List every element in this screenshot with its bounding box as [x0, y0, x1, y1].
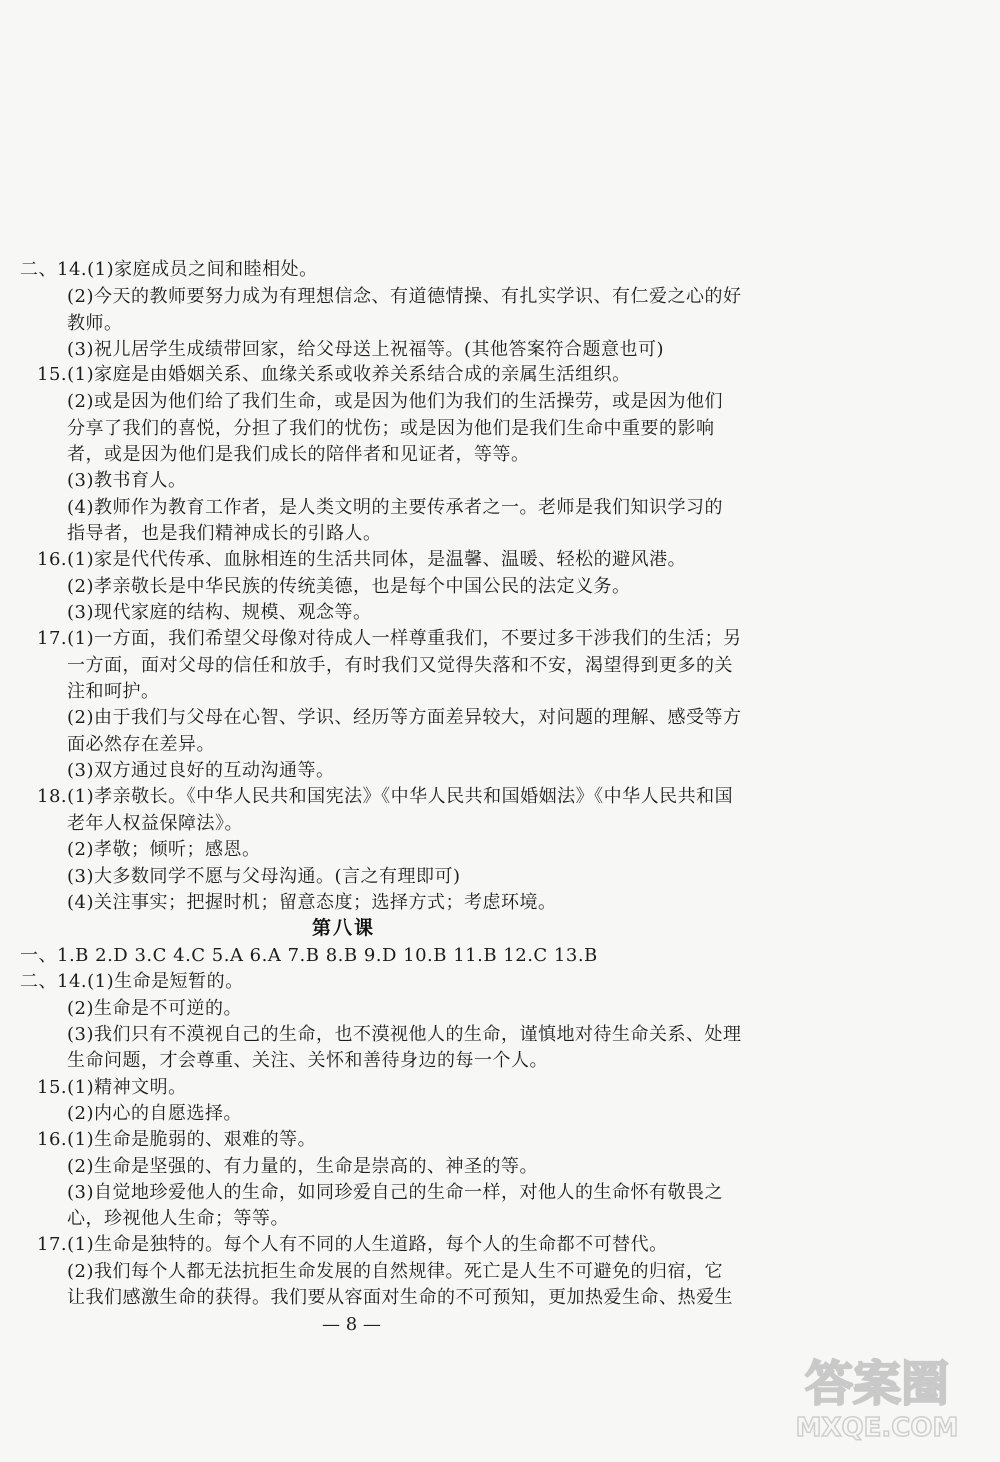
answer-line: 二、14.(1)家庭成员之间和睦相处。: [20, 259, 318, 280]
answer-line: 16.(1)生命是脆弱的、艰难的等。: [37, 1129, 317, 1150]
page-number: — 8 —: [322, 1314, 381, 1335]
lesson-heading: 第八课: [312, 917, 376, 939]
answer-line: 16.(1)家是代代传承、血脉相连的生活共同体，是温馨、温暖、轻松的避风港。: [37, 549, 687, 570]
answer-line: (2)生命是不可逆的。: [67, 998, 242, 1019]
answer-line: 生命问题，才会尊重、关注、关怀和善待身边的每一个人。: [67, 1050, 548, 1071]
watermark-logo-text: 答案圈: [804, 1356, 950, 1412]
answer-line: (4)教师作为教育工作者，是人类文明的主要传承者之一。老师是我们知识学习的: [67, 497, 723, 518]
answer-line: (3)我们只有不漠视自己的生命，也不漠视他人的生命，谨慎地对待生命关系、处理: [67, 1024, 742, 1045]
answer-line: (2)生命是坚强的、有力量的，生命是崇高的、神圣的等。: [67, 1156, 538, 1177]
answer-line: 教师。: [67, 313, 123, 334]
answer-line: (3)双方通过良好的互动沟通等。: [67, 760, 335, 781]
answer-line: 指导者，也是我们精神成长的引路人。: [67, 523, 382, 544]
answer-line: 二、14.(1)生命是短暂的。: [20, 971, 244, 992]
answer-line: 一方面，面对父母的信任和放手，有时我们又觉得失落和不安，渴望得到更多的关: [67, 655, 733, 676]
answer-line: (2)我们每个人都无法抗拒生命发展的自然规律。死亡是人生不可避免的归宿，它: [67, 1261, 723, 1282]
answer-line: 让我们感激生命的获得。我们要从容面对生命的不可预知，更加热爱生命、热爱生: [67, 1287, 733, 1308]
answer-line: (2)由于我们与父母在心智、学识、经历等方面差异较大，对问题的理解、感受等方: [67, 707, 742, 728]
answer-line: (3)现代家庭的结构、规模、观念等。: [67, 602, 372, 623]
answer-line: 18.(1)孝亲敬长。《中华人民共和国宪法》《中华人民共和国婚姻法》《中华人民共和国: [37, 786, 734, 807]
answer-line: 面必然存在差异。: [67, 734, 215, 755]
answer-line: 者，或是因为他们是我们成长的陪伴者和见证者，等等。: [67, 444, 530, 465]
answer-line: 17.(1)生命是独特的。每个人有不同的人生道路，每个人的生命都不可替代。: [37, 1234, 668, 1255]
answer-line: 分享了我们的喜悦，分担了我们的忧伤；或是因为他们是我们生命中重要的影响: [67, 418, 715, 439]
answer-line: 15.(1)家庭是由婚姻关系、血缘关系或收养关系结合成的亲属生活组织。: [37, 364, 631, 385]
answer-line: (3)祝儿居学生成绩带回家，给父母送上祝福等。(其他答案符合题意也可): [67, 339, 665, 360]
watermark-url-text: MXQE.COM: [795, 1413, 959, 1443]
answer-line: (3)自觉地珍爱他人的生命，如同珍爱自己的生命一样，对他人的生命怀有敬畏之: [67, 1182, 723, 1203]
answer-line: 17.(1)一方面，我们希望父母像对待成人一样尊重我们，不要过多干涉我们的生活；另: [37, 628, 742, 649]
answer-line: 注和呵护。: [67, 681, 160, 702]
answer-line: (2)孝敬；倾听；感恩。: [67, 839, 261, 860]
answer-line: (3)教书育人。: [67, 470, 187, 491]
answer-line: 15.(1)精神文明。: [37, 1077, 187, 1098]
answer-line: 老年人权益保障法》。: [67, 813, 243, 834]
answer-line: (3)大多数同学不愿与父母沟通。(言之有理即可): [67, 866, 461, 887]
answer-line: (2)孝亲敬长是中华民族的传统美德，也是每个中国公民的法定义务。: [67, 576, 631, 597]
answer-line: (2)或是因为他们给了我们生命，或是因为他们为我们的生活操劳，或是因为他们: [67, 391, 723, 412]
answer-line: 一、1.B 2.D 3.C 4.C 5.A 6.A 7.B 8.B 9.D 10.B 11.B 12.C 13.B: [20, 945, 598, 966]
watermark-logo: [772, 1338, 982, 1448]
answer-line: (2)今天的教师要努力成为有理想信念、有道德情操、有扎实学识、有仁爱之心的好: [67, 286, 742, 307]
answer-line: (2)内心的自愿选择。: [67, 1103, 242, 1124]
answer-line: (4)关注事实；把握时机；留意态度；选择方式；考虑环境。: [67, 892, 557, 913]
answer-line: 心，珍视他人生命；等等。: [67, 1208, 289, 1229]
